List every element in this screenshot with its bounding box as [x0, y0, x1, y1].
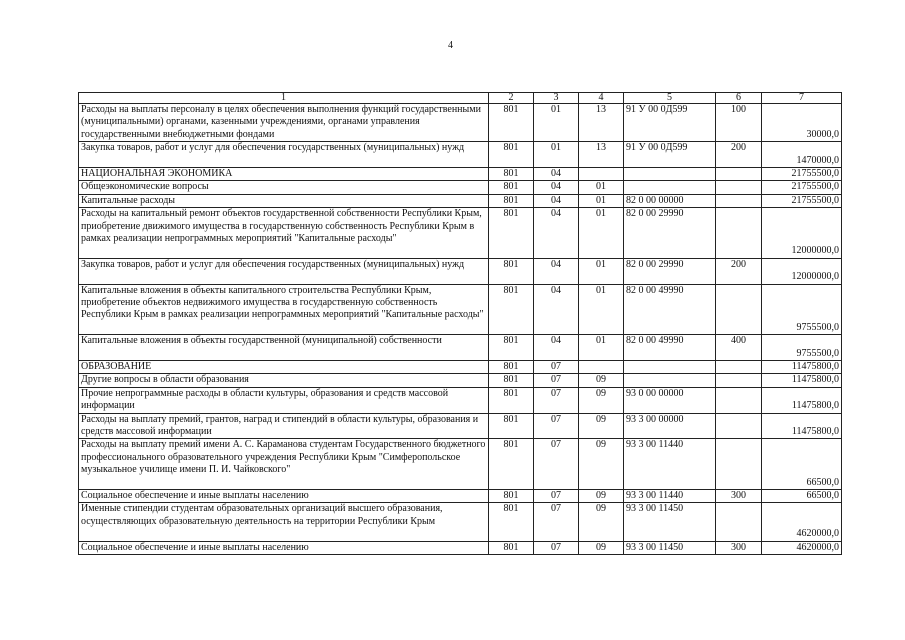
table-row [79, 258, 842, 284]
row-code-4: 01 [579, 194, 624, 207]
row-code-6 [716, 284, 762, 335]
row-amount: 66500,0 [762, 439, 842, 490]
row-code-6 [716, 503, 762, 541]
row-code-4: 01 [579, 335, 624, 361]
row-code-5 [624, 181, 716, 194]
row-code-3: 04 [534, 335, 579, 361]
row-code-5: 91 У 00 0Д599 [624, 104, 716, 142]
table-row [79, 387, 842, 413]
table-row [79, 413, 842, 439]
row-amount: 11475800,0 [762, 374, 842, 387]
row-code-6: 300 [716, 490, 762, 503]
row-description: Социальное обеспечение и иные выплаты населению [79, 541, 489, 554]
row-code-5 [624, 361, 716, 374]
row-code-6 [716, 374, 762, 387]
row-description: Общеэкономические вопросы [79, 181, 489, 194]
row-code-2: 801 [489, 374, 534, 387]
row-code-2: 801 [489, 284, 534, 335]
row-code-3: 07 [534, 490, 579, 503]
row-code-6 [716, 194, 762, 207]
row-description: Капитальные вложения в объекты капитального строительства Республики Крым, приобретение объектов недвижимого имущества в государственную собственность Республики Крым в рамках реализации непрограммных мероприятий "Капитальные расходы" [79, 284, 489, 335]
row-description: Закупка товаров, работ и услуг для обеспечения государственных (муниципальных) нужд [79, 142, 489, 168]
table-row [79, 284, 842, 335]
table-row [79, 168, 842, 181]
row-code-4 [579, 361, 624, 374]
row-code-2: 801 [489, 142, 534, 168]
row-amount: 12000000,0 [762, 258, 842, 284]
row-code-6 [716, 439, 762, 490]
row-code-2: 801 [489, 387, 534, 413]
row-code-6 [716, 387, 762, 413]
row-description: Именные стипендии студентам образовательных организаций высшего образования, осуществляющих образовательную деятельность на территории Республики Крым [79, 503, 489, 541]
row-code-4: 01 [579, 208, 624, 259]
header-cell-4: 4 [579, 93, 624, 104]
row-code-4: 09 [579, 413, 624, 439]
header-cell-1: 1 [79, 93, 489, 104]
row-code-4: 09 [579, 503, 624, 541]
row-code-3: 07 [534, 374, 579, 387]
table-row [79, 208, 842, 259]
row-code-3: 04 [534, 284, 579, 335]
table-row [79, 503, 842, 541]
row-code-2: 801 [489, 490, 534, 503]
row-code-5: 91 У 00 0Д599 [624, 142, 716, 168]
row-code-5: 93 3 00 11450 [624, 503, 716, 541]
row-amount: 21755500,0 [762, 194, 842, 207]
row-code-5 [624, 168, 716, 181]
row-code-6: 300 [716, 541, 762, 554]
row-code-6 [716, 413, 762, 439]
row-code-3: 04 [534, 194, 579, 207]
row-code-2: 801 [489, 503, 534, 541]
row-code-6 [716, 361, 762, 374]
row-code-4: 01 [579, 181, 624, 194]
table-row [79, 181, 842, 194]
table-row [79, 541, 842, 554]
row-amount: 11475800,0 [762, 413, 842, 439]
row-description: ОБРАЗОВАНИЕ [79, 361, 489, 374]
row-description: Расходы на выплаты персоналу в целях обеспечения выполнения функций государственными (муниципальными) органами, казенными учреждениями, органами управления государственными внебюджетными фондами [79, 104, 489, 142]
row-code-4: 09 [579, 374, 624, 387]
row-code-2: 801 [489, 335, 534, 361]
row-code-6 [716, 168, 762, 181]
row-amount: 4620000,0 [762, 503, 842, 541]
row-code-5: 82 0 00 49990 [624, 335, 716, 361]
row-amount: 1470000,0 [762, 142, 842, 168]
table-row [79, 142, 842, 168]
row-code-4: 09 [579, 439, 624, 490]
row-amount: 12000000,0 [762, 208, 842, 259]
row-code-2: 801 [489, 541, 534, 554]
row-description: НАЦИОНАЛЬНАЯ ЭКОНОМИКА [79, 168, 489, 181]
row-code-2: 801 [489, 361, 534, 374]
header-cell-5: 5 [624, 93, 716, 104]
row-code-4: 09 [579, 490, 624, 503]
row-code-3: 07 [534, 439, 579, 490]
row-code-3: 04 [534, 181, 579, 194]
row-code-3: 01 [534, 142, 579, 168]
header-cell-3: 3 [534, 93, 579, 104]
row-code-4: 01 [579, 284, 624, 335]
row-code-2: 801 [489, 181, 534, 194]
row-code-2: 801 [489, 413, 534, 439]
header-cell-2: 2 [489, 93, 534, 104]
row-code-2: 801 [489, 194, 534, 207]
row-code-4: 01 [579, 258, 624, 284]
row-code-5: 93 3 00 11440 [624, 490, 716, 503]
row-code-6: 100 [716, 104, 762, 142]
row-code-5: 82 0 00 29990 [624, 258, 716, 284]
table-row [79, 439, 842, 490]
row-description: Расходы на выплату премий имени А. С. Караманова студентам Государственного бюджетного профессионального образовательного учреждения Республики Крым "Симферопольское музыкальное училище имени П. И. Чайковского" [79, 439, 489, 490]
row-amount: 21755500,0 [762, 168, 842, 181]
row-code-4 [579, 168, 624, 181]
row-description: Закупка товаров, работ и услуг для обеспечения государственных (муниципальных) нужд [79, 258, 489, 284]
page-number: 4 [448, 40, 453, 51]
row-code-5: 93 3 00 11450 [624, 541, 716, 554]
row-description: Расходы на выплату премий, грантов, наград и стипендий в области культуры, образования и средств массовой информации [79, 413, 489, 439]
header-cell-6: 6 [716, 93, 762, 104]
row-code-2: 801 [489, 168, 534, 181]
row-code-3: 07 [534, 413, 579, 439]
row-code-3: 07 [534, 387, 579, 413]
row-description: Капитальные расходы [79, 194, 489, 207]
table-row [79, 374, 842, 387]
row-code-4: 13 [579, 104, 624, 142]
row-code-2: 801 [489, 258, 534, 284]
budget-table [78, 92, 842, 555]
row-code-5: 93 3 00 00000 [624, 413, 716, 439]
row-amount: 9755500,0 [762, 284, 842, 335]
row-code-3: 07 [534, 541, 579, 554]
row-amount: 4620000,0 [762, 541, 842, 554]
row-description: Капитальные вложения в объекты государственной (муниципальной) собственности [79, 335, 489, 361]
row-code-6: 400 [716, 335, 762, 361]
row-code-5: 93 3 00 11440 [624, 439, 716, 490]
row-code-5: 82 0 00 29990 [624, 208, 716, 259]
row-code-2: 801 [489, 104, 534, 142]
row-amount: 66500,0 [762, 490, 842, 503]
row-code-2: 801 [489, 439, 534, 490]
table-row [79, 104, 842, 142]
row-code-4: 09 [579, 541, 624, 554]
row-code-4: 09 [579, 387, 624, 413]
row-amount: 11475800,0 [762, 387, 842, 413]
row-description: Другие вопросы в области образования [79, 374, 489, 387]
row-description: Расходы на капитальный ремонт объектов государственной собственности Республики Крым, приобретение движимого имущества в государственную собственность Республики Крым в рамках реализации непрограммных мероприятий "Капитальные расходы" [79, 208, 489, 259]
row-code-3: 04 [534, 168, 579, 181]
row-code-2: 801 [489, 208, 534, 259]
row-code-4: 13 [579, 142, 624, 168]
row-description: Социальное обеспечение и иные выплаты населению [79, 490, 489, 503]
row-code-3: 01 [534, 104, 579, 142]
row-code-6: 200 [716, 258, 762, 284]
row-amount: 21755500,0 [762, 181, 842, 194]
table-row [79, 361, 842, 374]
row-code-5: 82 0 00 00000 [624, 194, 716, 207]
row-code-3: 04 [534, 208, 579, 259]
row-code-6 [716, 208, 762, 259]
row-code-3: 04 [534, 258, 579, 284]
table-row [79, 335, 842, 361]
row-code-6: 200 [716, 142, 762, 168]
row-code-5: 93 0 00 00000 [624, 387, 716, 413]
row-amount: 9755500,0 [762, 335, 842, 361]
row-code-5 [624, 374, 716, 387]
table-row [79, 194, 842, 207]
row-code-6 [716, 181, 762, 194]
row-amount: 11475800,0 [762, 361, 842, 374]
row-amount: 30000,0 [762, 104, 842, 142]
table-header-row [79, 93, 842, 104]
row-description: Прочие непрограммные расходы в области культуры, образования и средств массовой информации [79, 387, 489, 413]
row-code-5: 82 0 00 49990 [624, 284, 716, 335]
row-code-3: 07 [534, 361, 579, 374]
table-row [79, 490, 842, 503]
header-cell-7: 7 [762, 93, 842, 104]
row-code-3: 07 [534, 503, 579, 541]
